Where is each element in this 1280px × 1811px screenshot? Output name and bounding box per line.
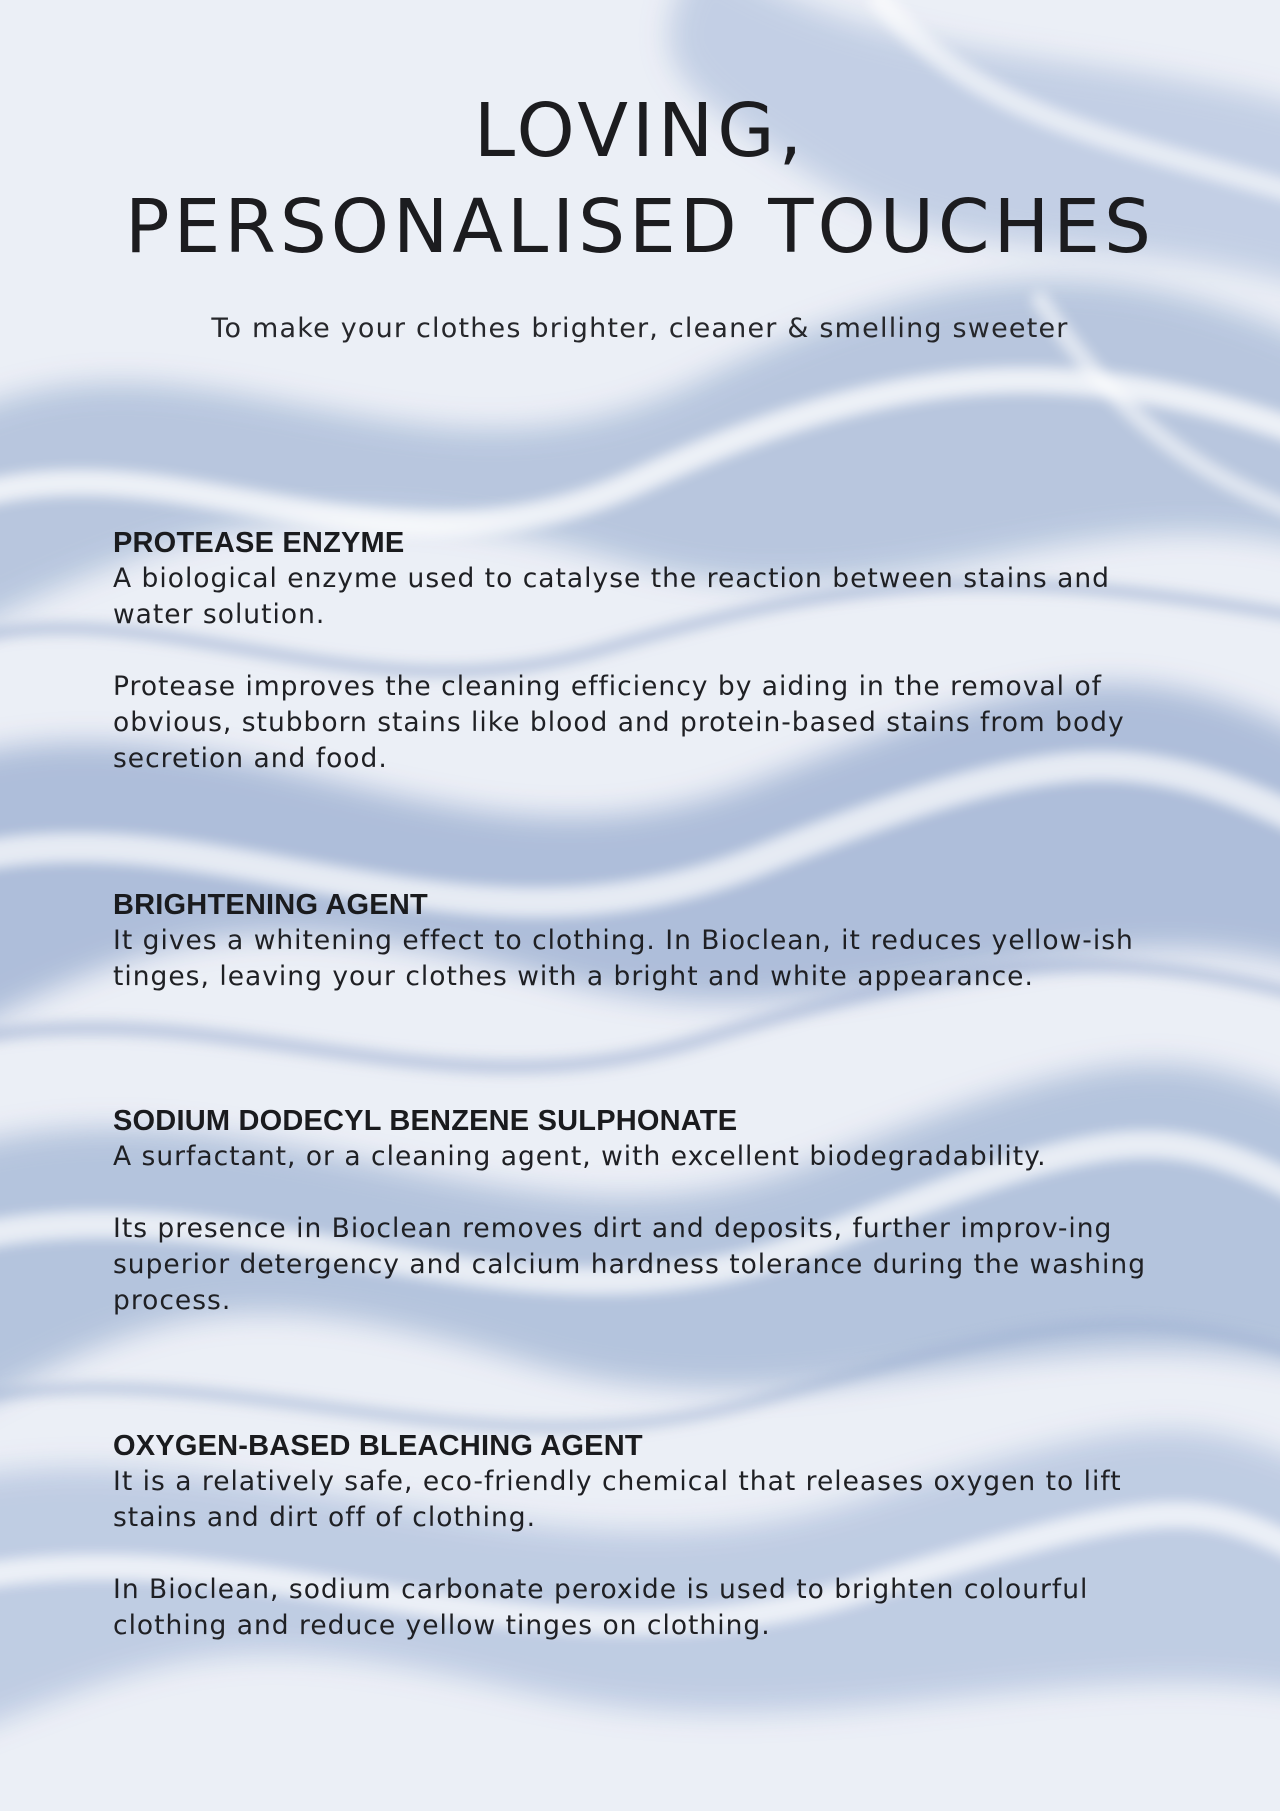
- section-paragraph: In Bioclean, sodium carbonate peroxide is used to brighten colourful clothing and reduce yellow tinges on clothing.: [113, 1574, 1089, 1641]
- page-title-line-1: LOVING,: [473, 88, 807, 174]
- section-paragraph: A surfactant, or a cleaning agent, with excellent biodegradability.: [113, 1141, 1047, 1172]
- section-brightening-agent: [113, 887, 1193, 995]
- section-paragraph: It gives a whitening effect to clothing. In Bioclean, it reduces yellow-ish tinges, leaving your clothes with a bright and white appearance.: [113, 925, 1134, 992]
- section-heading: PROTEASE ENZYME: [113, 527, 405, 559]
- section-sodium-dodecyl-benzene-sulphonate: [113, 1103, 1193, 1319]
- page-subtitle: To make your clothes brighter, cleaner & smelling sweeter: [211, 313, 1069, 344]
- section-paragraph: It is a relatively safe, eco-friendly chemical that releases oxygen to lift stains and dirt off of clothing.: [113, 1466, 1122, 1533]
- section-paragraph: A biological enzyme used to catalyse the reaction between stains and water solution.: [113, 563, 1110, 630]
- section-oxygen-based-bleaching-agent: [113, 1428, 1193, 1644]
- section-heading: BRIGHTENING AGENT: [113, 889, 428, 921]
- page-title-line-2: PERSONALISED TOUCHES: [125, 184, 1155, 270]
- section-heading: SODIUM DODECYL BENZENE SULPHONATE: [113, 1105, 738, 1137]
- section-paragraph: Protease improves the cleaning efficiency by aiding in the removal of obvious, stubborn stains like blood and protein-based stains from body secretion and food.: [113, 671, 1125, 774]
- section-heading: OXYGEN-BASED BLEACHING AGENT: [113, 1430, 643, 1462]
- section-protease-enzyme: [113, 525, 1193, 777]
- section-paragraph: Its presence in Bioclean removes dirt and deposits, further improv-ing superior detergency and calcium hardness tolerance during the washing process.: [113, 1213, 1147, 1316]
